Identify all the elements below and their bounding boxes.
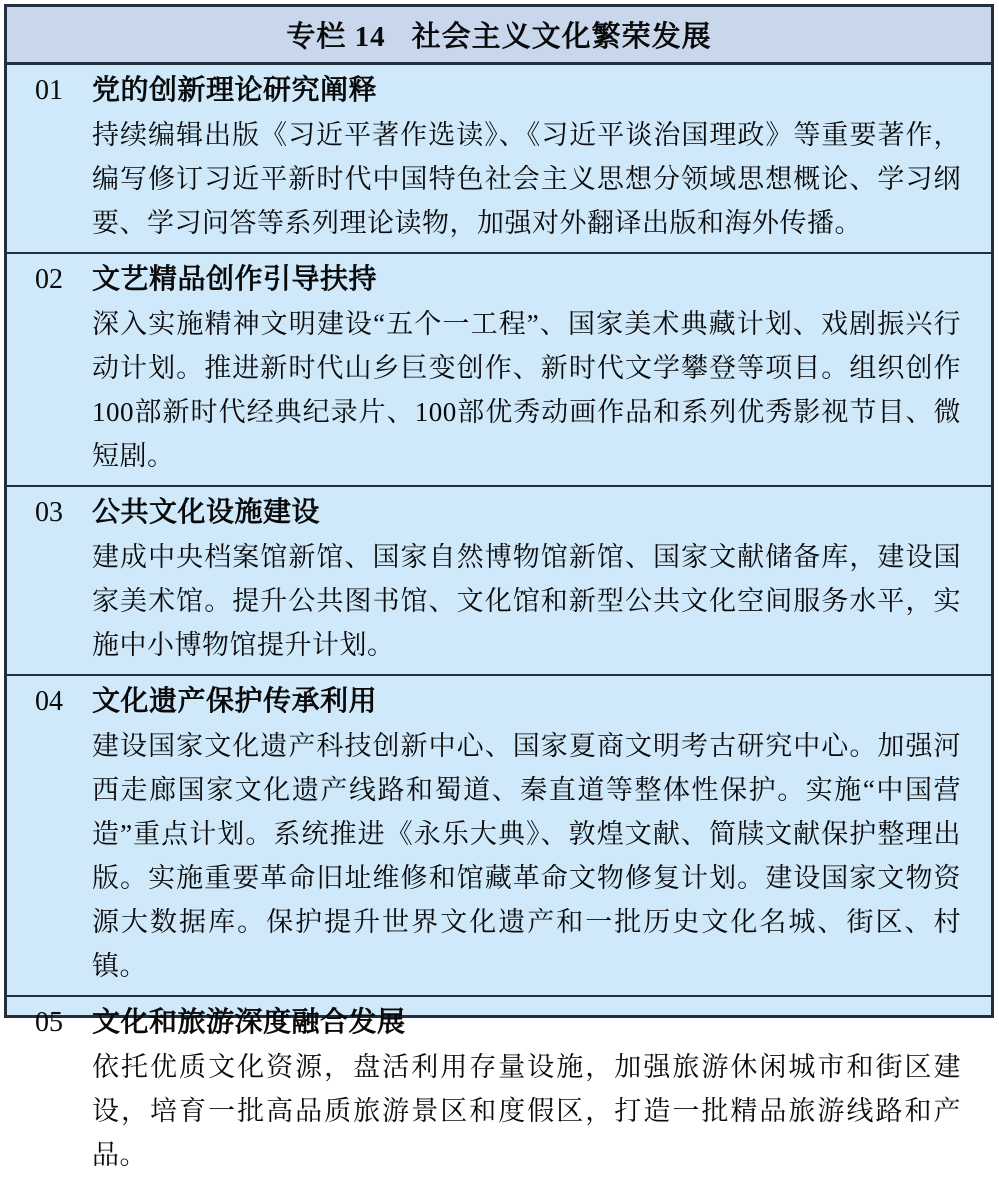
column-box — [4, 4, 994, 1170]
section-05-heading-row — [35, 1003, 961, 1043]
section-number: 04 — [35, 686, 63, 717]
section-body: 持续编辑出版《习近平著作选读》、《习近平谈治国理政》等重要著作，编写修订习近平新时代中国特色社会主义思想分领域思想概论、学习纲要、学习问答等系列理论读物，加强对外翻译出版和海外传播。 — [92, 120, 961, 238]
column-box-sections — [7, 65, 991, 1184]
section-body: 依托优质文化资源，盘活利用存量设施，加强旅游休闲城市和街区建设，培育一批高品质旅游景区和度假区，打造一批精品旅游线路和产品。 — [92, 1052, 961, 1170]
section-heading: 文化和旅游深度融合发展 — [92, 1007, 406, 1038]
section-01-heading-row — [35, 71, 961, 111]
section-body: 建成中央档案馆新馆、国家自然博物馆新馆、国家文献储备库，建设国家美术馆。提升公共图书馆、文化馆和新型公共文化空间服务水平，实施中小博物馆提升计划。 — [92, 542, 961, 660]
column-box-header — [7, 7, 991, 65]
section-body: 深入实施精神文明建设“五个一工程”、国家美术典藏计划、戏剧振兴行动计划。推进新时代山乡巨变创作、新时代文学攀登等项目。组织创作100部新时代经典纪录片、100部优秀动画作品和系列优秀影视节目、微短剧。 — [92, 309, 961, 471]
section-heading: 文艺精品创作引导扶持 — [92, 264, 378, 295]
section-04 — [7, 674, 991, 995]
section-heading: 公共文化设施建设 — [92, 497, 321, 528]
section-04-heading-row — [35, 682, 961, 722]
section-number: 03 — [35, 497, 63, 528]
column-title: 社会主义文化繁荣发展 — [411, 21, 712, 53]
section-01 — [7, 65, 991, 252]
section-heading: 文化遗产保护传承利用 — [92, 686, 378, 717]
section-number: 01 — [35, 75, 63, 106]
section-02 — [7, 252, 991, 485]
section-number: 05 — [35, 1007, 63, 1038]
section-number: 02 — [35, 264, 63, 295]
section-05 — [7, 995, 991, 1184]
section-02-heading-row — [35, 260, 961, 300]
section-03 — [7, 485, 991, 674]
section-body: 建设国家文化遗产科技创新中心、国家夏商文明考古研究中心。加强河西走廊国家文化遗产线路和蜀道、秦直道等整体性保护。实施“中国营造”重点计划。系统推进《永乐大典》、敦煌文献、简牍文献保护整理出版。实施重要革命旧址维修和馆藏革命文物修复计划。建设国家文物资源大数据库。保护提升世界文化遗产和一批历史文化名城、街区、村镇。 — [92, 731, 961, 981]
section-heading: 党的创新理论研究阐释 — [92, 75, 378, 106]
section-03-heading-row — [35, 493, 961, 533]
column-number-label: 专栏 14 — [286, 21, 386, 53]
